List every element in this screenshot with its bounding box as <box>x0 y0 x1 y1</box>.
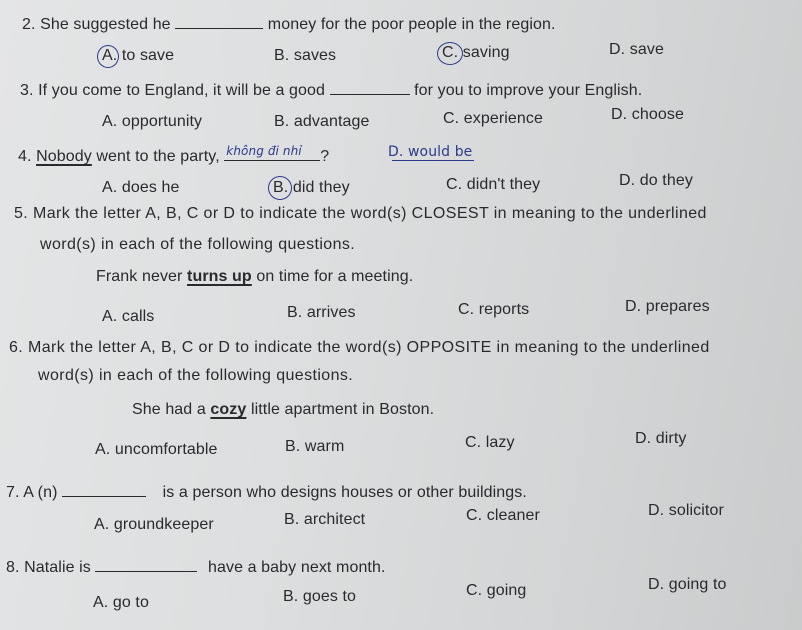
question-text-start: Natalie is <box>24 559 91 576</box>
question-number: 3. <box>20 82 34 99</box>
q4-option-c[interactable]: C. didn't they <box>446 176 541 193</box>
underlined-word: Nobody <box>36 148 92 165</box>
q6-sentence <box>132 401 434 419</box>
sentence-start: Frank never <box>96 268 183 285</box>
q8-option-c[interactable]: C. going <box>466 582 527 599</box>
question-text-start: She suggested he <box>40 16 171 33</box>
q8-option-d[interactable]: D. going to <box>648 576 727 593</box>
instruction-line-2: word(s) in each of the following questions. <box>40 236 356 253</box>
answer-blank[interactable] <box>95 557 197 572</box>
q2-option-a[interactable]: A. to save <box>102 47 175 64</box>
question-text-end: ? <box>320 148 330 165</box>
underlined-word: cozy <box>210 401 247 418</box>
instruction-line-1: Mark the letter A, B, C or D to indicate the word(s) OPPOSITE in meaning to the underlined <box>28 339 710 356</box>
question-4 <box>18 146 329 166</box>
question-number: 4. <box>18 148 32 165</box>
q8-option-a[interactable]: A. go to <box>93 594 149 611</box>
q6-option-c[interactable]: C. lazy <box>465 434 515 451</box>
q2-option-b[interactable]: B. saves <box>274 47 337 64</box>
q4-option-a[interactable]: A. does he <box>102 179 180 196</box>
q6-option-d[interactable]: D. dirty <box>635 430 687 447</box>
pen-strike <box>392 160 474 161</box>
q5-option-b[interactable]: B. arrives <box>287 304 356 321</box>
q5-option-d[interactable]: D. prepares <box>625 298 710 315</box>
q7-option-c[interactable]: C. cleaner <box>466 507 540 524</box>
question-7 <box>6 482 527 502</box>
q5-option-a[interactable]: A. calls <box>102 308 155 325</box>
answer-blank[interactable] <box>224 146 320 161</box>
question-text-end: have a baby next month. <box>208 559 386 576</box>
q3-option-c[interactable]: C. experience <box>443 110 544 127</box>
question-number: 6. <box>9 339 24 356</box>
question-text-start: went to the party, <box>96 148 220 165</box>
q2-option-d[interactable]: D. save <box>609 41 664 58</box>
instruction-line-1: Mark the letter A, B, C or D to indicate the word(s) CLOSEST in meaning to the underlined <box>33 205 707 222</box>
q7-option-b[interactable]: B. architect <box>284 511 366 528</box>
q7-option-a[interactable]: A. groundkeeper <box>94 516 214 533</box>
question-2 <box>22 14 556 34</box>
q3-option-b[interactable]: B. advantage <box>274 113 370 130</box>
q8-option-b[interactable]: B. goes to <box>283 588 357 605</box>
question-text-start: If you come to England, it will be a good <box>38 82 326 99</box>
sentence-end: little apartment in Boston. <box>250 401 435 418</box>
question-text-end: is a person who designs houses or other buildings. <box>162 484 527 501</box>
q2-option-c[interactable]: C. saving <box>442 44 510 61</box>
q6-option-b[interactable]: B. warm <box>285 438 345 455</box>
question-number: 7. <box>6 484 20 501</box>
underlined-word: turns up <box>187 268 252 285</box>
handwritten-answer-note: D. would be <box>388 144 473 160</box>
sentence-start: She had a <box>132 401 206 418</box>
question-text-start: A (n) <box>23 484 58 501</box>
q3-option-a[interactable]: A. opportunity <box>102 113 203 130</box>
q4-option-d[interactable]: D. do they <box>619 172 693 189</box>
sentence-end: on time for a meeting. <box>256 268 414 285</box>
question-8 <box>6 557 386 577</box>
question-3 <box>20 80 642 100</box>
q3-option-d[interactable]: D. choose <box>611 106 684 123</box>
instruction-line-2: word(s) in each of the following questions. <box>38 367 354 384</box>
answer-blank[interactable] <box>330 80 410 95</box>
q5-sentence <box>96 268 413 286</box>
q5-option-c[interactable]: C. reports <box>458 301 530 318</box>
question-text-end: money for the poor people in the region. <box>267 16 556 33</box>
question-number: 8. <box>6 559 20 576</box>
question-number: 2. <box>22 16 36 33</box>
answer-blank[interactable] <box>175 14 263 29</box>
q4-option-b[interactable]: B. did they <box>273 179 350 196</box>
q7-option-d[interactable]: D. solicitor <box>648 502 724 519</box>
answer-blank[interactable] <box>62 482 146 497</box>
handwritten-note: không đi nhỉ <box>226 144 302 158</box>
question-6-instruction <box>9 339 710 357</box>
q6-option-a[interactable]: A. uncomfortable <box>95 441 218 458</box>
question-5-instruction <box>14 205 707 223</box>
question-number: 5. <box>14 205 29 222</box>
question-text-end: for you to improve your English. <box>414 82 643 99</box>
